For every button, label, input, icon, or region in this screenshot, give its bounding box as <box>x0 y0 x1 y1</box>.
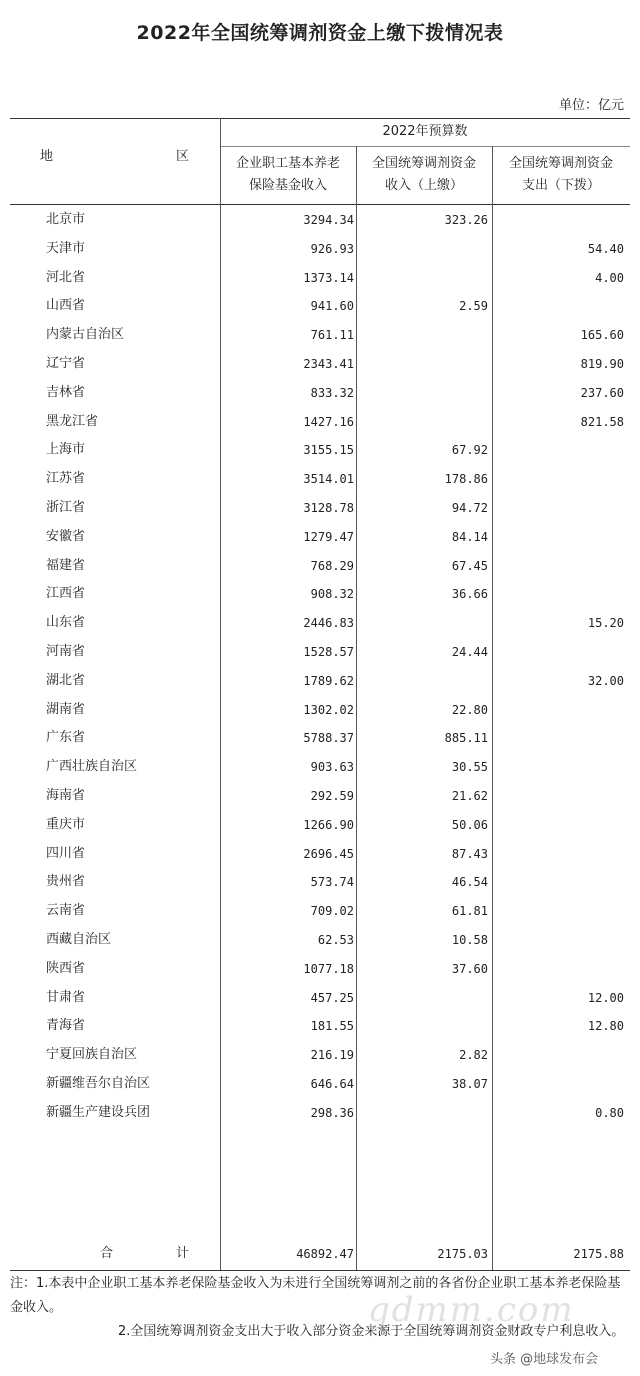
income-cell: 903.63 <box>310 760 354 775</box>
table-row <box>10 955 630 984</box>
upload-cell: 50.06 <box>451 817 488 832</box>
income-cell: 457.25 <box>310 990 354 1005</box>
income-cell: 1266.90 <box>303 817 354 832</box>
table-row <box>10 580 630 609</box>
region-cell: 内蒙古自治区 <box>46 327 125 343</box>
table-row <box>10 350 630 379</box>
income-cell: 1279.47 <box>303 529 354 544</box>
upload-cell: 94.72 <box>451 501 488 515</box>
table-row <box>10 494 630 523</box>
region-cell: 广西壮族自治区 <box>46 759 138 775</box>
income-cell: 941.60 <box>310 299 354 314</box>
upload-cell: 87.43 <box>451 846 488 861</box>
upload-cell: 84.14 <box>451 529 488 544</box>
allocation-cell: 0.80 <box>595 1105 624 1120</box>
allocation-cell: 165.60 <box>580 328 624 343</box>
income-cell: 2696.45 <box>303 846 354 861</box>
allocation-cell: 12.00 <box>587 990 624 1005</box>
footnote-2: 2.全国统筹调剂资金支出大于收入部分资金来源于全国统筹调剂资金财政专户利息收入。 <box>118 1324 625 1339</box>
income-cell: 2446.83 <box>303 616 354 631</box>
table-row <box>10 868 630 897</box>
table-row <box>10 984 630 1013</box>
upload-cell: 30.55 <box>451 760 488 775</box>
total-row <box>10 1240 630 1269</box>
income-cell: 1077.18 <box>303 961 354 976</box>
allocation-cell: 821.58 <box>580 414 624 429</box>
table-row <box>10 292 630 321</box>
table-row <box>10 1041 630 1070</box>
region-cell: 安徽省 <box>46 528 86 544</box>
watermark: gdmm.com <box>368 1290 575 1330</box>
income-cell: 292.59 <box>310 789 354 803</box>
allocation-cell: 4.00 <box>595 270 624 285</box>
header-col2 <box>356 153 492 197</box>
region-cell: 江西省 <box>46 586 86 602</box>
region-cell: 青海省 <box>46 1018 86 1034</box>
upload-cell: 24.44 <box>451 645 488 659</box>
header-region-left: 地 <box>40 149 54 164</box>
region-cell: 云南省 <box>46 903 86 919</box>
total-down: 2175.88 <box>573 1247 624 1261</box>
region-cell: 新疆生产建设兵团 <box>46 1104 151 1120</box>
table-row <box>10 753 630 782</box>
income-cell: 646.64 <box>310 1077 354 1091</box>
income-cell: 3128.78 <box>303 501 354 515</box>
table-row <box>10 552 630 581</box>
upload-cell: 21.62 <box>451 789 488 803</box>
table-row <box>10 609 630 638</box>
region-cell: 重庆市 <box>46 816 86 832</box>
income-cell: 833.32 <box>310 385 354 400</box>
total-label-right: 计 <box>176 1246 190 1261</box>
header-col1 <box>220 153 356 197</box>
header-col1-line2: 保险基金收入 <box>248 178 327 193</box>
income-cell: 761.11 <box>310 328 354 343</box>
income-cell: 1373.14 <box>303 270 354 285</box>
region-cell: 山西省 <box>46 298 86 314</box>
income-cell: 573.74 <box>310 875 354 890</box>
header-col2-line1: 全国统筹调剂资金 <box>371 156 476 171</box>
region-cell: 陕西省 <box>46 960 86 976</box>
income-cell: 216.19 <box>310 1048 354 1063</box>
region-cell: 甘肃省 <box>46 989 86 1005</box>
header-col3-line2: 支出（下拨） <box>521 178 600 193</box>
region-cell: 四川省 <box>46 845 86 861</box>
region-cell: 河北省 <box>46 269 86 285</box>
region-cell: 新疆维吾尔自治区 <box>46 1076 151 1091</box>
region-cell: 广东省 <box>46 730 86 746</box>
group-divider <box>220 146 630 147</box>
table-row <box>10 724 630 753</box>
total-income: 46892.47 <box>296 1247 354 1261</box>
upload-cell: 2.82 <box>459 1048 488 1063</box>
header-col2-line2: 收入（上缴） <box>384 178 463 193</box>
income-cell: 1302.02 <box>303 702 354 717</box>
region-cell: 上海市 <box>46 442 86 458</box>
table-row <box>10 321 630 350</box>
income-cell: 768.29 <box>310 558 354 573</box>
table-row <box>10 465 630 494</box>
region-cell: 湖南省 <box>46 701 86 717</box>
region-cell: 西藏自治区 <box>46 932 112 947</box>
income-cell: 181.55 <box>310 1019 354 1034</box>
table-row <box>10 408 630 437</box>
upload-cell: 61.81 <box>451 904 488 919</box>
header-bottom-border <box>10 204 630 205</box>
upload-cell: 22.80 <box>451 702 488 717</box>
table-row <box>10 379 630 408</box>
upload-cell: 885.11 <box>444 731 488 746</box>
header-col3 <box>492 153 630 197</box>
region-cell: 福建省 <box>46 557 86 573</box>
table-row <box>10 1070 630 1099</box>
table-row <box>10 1099 630 1128</box>
upload-cell: 323.26 <box>444 213 488 227</box>
table-top-border <box>10 118 630 119</box>
upload-cell: 178.86 <box>444 472 488 487</box>
region-cell: 海南省 <box>46 788 86 803</box>
region-cell: 湖北省 <box>46 672 86 688</box>
upload-cell: 2.59 <box>459 299 488 314</box>
allocation-cell: 54.40 <box>587 241 624 256</box>
region-cell: 宁夏回族自治区 <box>46 1047 138 1063</box>
header-group: 2022年预算数 <box>382 124 468 139</box>
income-cell: 3514.01 <box>303 472 354 487</box>
income-cell: 908.32 <box>310 587 354 602</box>
income-cell: 298.36 <box>310 1105 354 1120</box>
table-row <box>10 811 630 840</box>
table-bottom-border <box>10 1270 630 1271</box>
table-row <box>10 523 630 552</box>
region-cell: 天津市 <box>46 240 86 256</box>
footnote-1: 注：1.本表中企业职工基本养老保险基金收入为未进行全国统筹调剂之前的各省份企业职工基本养老保险基金收入。 <box>10 1276 621 1315</box>
table-row <box>10 926 630 955</box>
table-row <box>10 264 630 293</box>
table-row <box>10 638 630 667</box>
allocation-cell: 12.80 <box>587 1019 624 1034</box>
table-row <box>10 667 630 696</box>
header-col1-line1: 企业职工基本养老 <box>235 156 340 171</box>
region-cell: 浙江省 <box>46 500 86 515</box>
total-label-left: 合 <box>100 1246 114 1261</box>
region-cell: 河南省 <box>46 644 86 659</box>
upload-cell: 38.07 <box>451 1077 488 1091</box>
upload-cell: 67.45 <box>451 558 488 573</box>
header-col3-line1: 全国统筹调剂资金 <box>508 156 613 171</box>
region-cell: 山东省 <box>46 615 86 631</box>
upload-cell: 37.60 <box>451 961 488 976</box>
region-cell: 江苏省 <box>46 471 86 487</box>
table-row <box>10 897 630 926</box>
region-cell: 贵州省 <box>46 874 86 890</box>
income-cell: 1427.16 <box>303 414 354 429</box>
upload-cell: 67.92 <box>451 443 488 458</box>
upload-cell: 46.54 <box>451 875 488 890</box>
table-row <box>10 1012 630 1041</box>
income-cell: 3294.34 <box>303 213 354 227</box>
source-credit: 头条 @地球发布会 <box>490 1352 599 1367</box>
total-up: 2175.03 <box>437 1247 488 1261</box>
table-row <box>10 235 630 264</box>
page-title: 2022年全国统筹调剂资金上缴下拨情况表 <box>136 22 504 44</box>
allocation-cell: 237.60 <box>580 385 624 400</box>
income-cell: 3155.15 <box>303 443 354 458</box>
table-row <box>10 782 630 811</box>
region-cell: 吉林省 <box>46 384 86 400</box>
region-cell: 辽宁省 <box>46 356 86 371</box>
table-row <box>10 696 630 725</box>
table-row <box>10 206 630 235</box>
table-row <box>10 840 630 869</box>
allocation-cell: 32.00 <box>587 673 624 688</box>
allocation-cell: 15.20 <box>587 616 624 631</box>
region-cell: 黑龙江省 <box>46 413 99 429</box>
allocation-cell: 819.90 <box>580 357 624 371</box>
income-cell: 1789.62 <box>303 673 354 688</box>
income-cell: 1528.57 <box>303 645 354 659</box>
income-cell: 2343.41 <box>303 357 354 371</box>
upload-cell: 10.58 <box>451 933 488 947</box>
income-cell: 5788.37 <box>303 731 354 746</box>
upload-cell: 36.66 <box>451 587 488 602</box>
region-cell: 北京市 <box>46 212 86 227</box>
income-cell: 62.53 <box>317 933 354 947</box>
header-region-right: 区 <box>176 149 190 164</box>
table-row <box>10 436 630 465</box>
income-cell: 709.02 <box>310 904 354 919</box>
income-cell: 926.93 <box>310 241 354 256</box>
unit-label: 单位：亿元 <box>558 98 624 113</box>
